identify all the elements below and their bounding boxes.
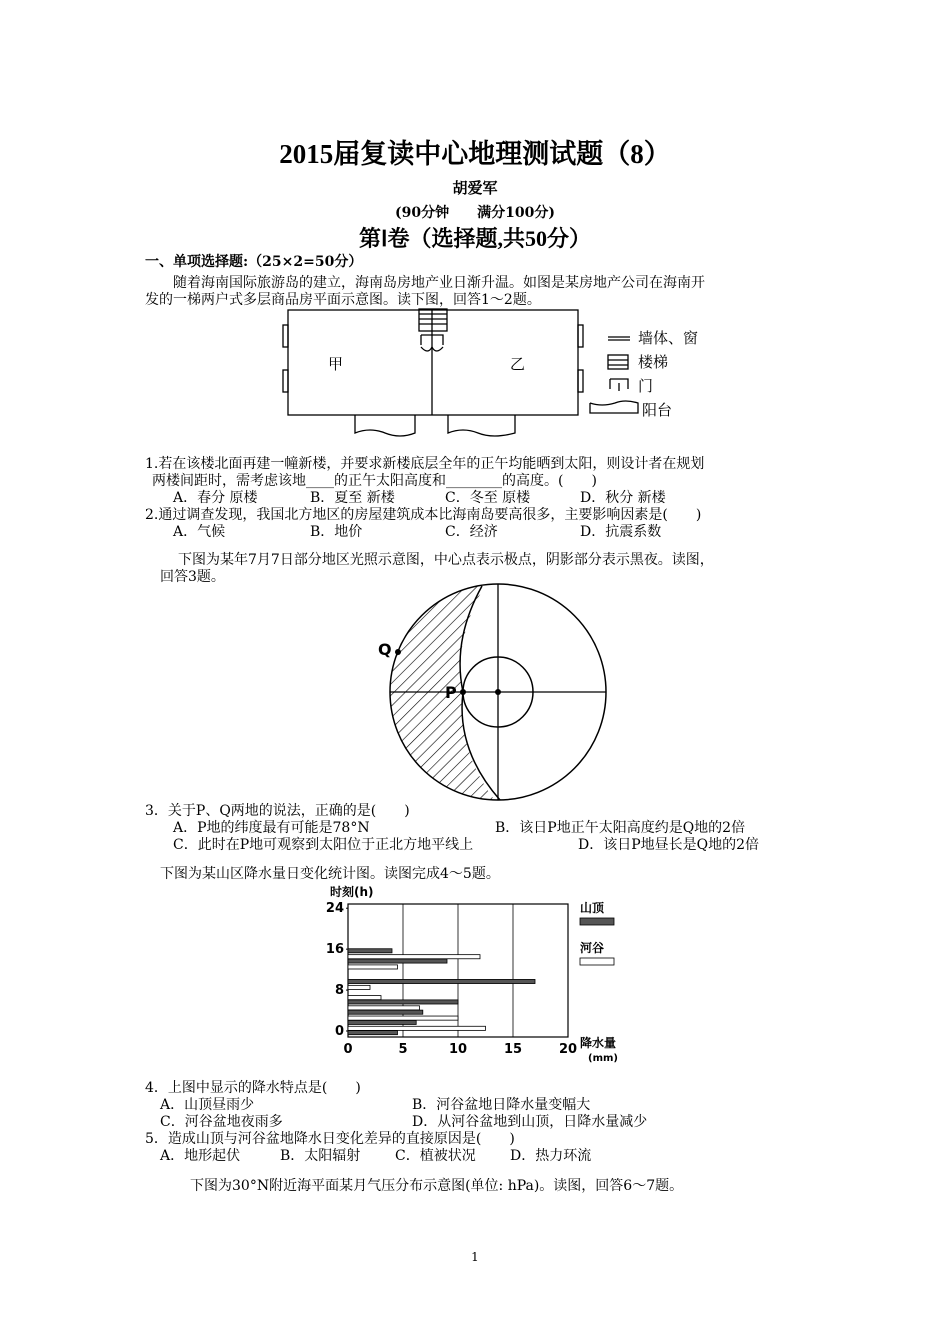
bar-summit — [348, 1031, 398, 1035]
polar-illumination-figure — [370, 580, 620, 805]
q1-option-c: C．冬至 原楼 — [445, 490, 531, 506]
x-axis-label: 降水量(mm) — [580, 1036, 618, 1064]
q3-option-b: B．该日P地正午太阳高度约是Q地的2倍 — [495, 820, 746, 836]
q4-option-d: D．从河谷盆地到山顶，日降水量减少 — [412, 1114, 648, 1130]
legend-stairs-icon — [608, 355, 628, 369]
q2-option-d: D．抗震系数 — [580, 524, 662, 540]
legend-swatch — [580, 918, 614, 925]
author: 胡爱军 — [452, 179, 498, 197]
q2-option-b: B．地价 — [310, 524, 363, 540]
window-left-2 — [283, 370, 288, 392]
legend-balcony-icon — [590, 401, 638, 413]
section-header: 一、单项选择题:（25×2=50分） — [145, 254, 363, 270]
legend-label: 山顶 — [580, 901, 605, 915]
q2-option-a: A．气候 — [173, 524, 226, 540]
bar-valley — [348, 955, 480, 959]
q1-stem-line1: 1.若在该楼北面再建一幢新楼，并要求新楼底层全年的正午均能晒到太阳，则设计者在规划 — [145, 456, 705, 472]
q5-option-b: B．太阳辐射 — [280, 1148, 361, 1164]
q3-option-c: C．此时在P地可观察到太阳位于正北方地平线上 — [173, 837, 474, 853]
x-tick-label: 5 — [398, 1042, 408, 1057]
legend-door: 门 — [638, 377, 654, 395]
q3-option-d: D．该日P地昼长是Q地的2倍 — [578, 837, 760, 853]
q1-option-b: B．夏至 新楼 — [310, 490, 395, 506]
x-tick-label: 10 — [448, 1042, 468, 1057]
intro2-line1: 下图为某年7月7日部分地区光照示意图，中心点表示极点，阴影部分表示黑夜。读图， — [178, 552, 714, 568]
bar-summit — [348, 959, 447, 963]
q4-option-a: A．山顶昼雨少 — [160, 1097, 255, 1113]
x-tick-label: 20 — [558, 1042, 578, 1057]
q2-stem: 2.通过调查发现，我国北方地区的房屋建筑成本比海南岛要高很多，主要影响因素是( ) — [145, 507, 702, 523]
volume-title: 第Ⅰ卷（选择题,共50分） — [359, 226, 591, 251]
bar-summit — [348, 979, 535, 983]
bar-summit — [348, 1020, 416, 1024]
q1-option-a: A．春分 原楼 — [173, 490, 258, 506]
y-tick-label: 16 — [325, 942, 344, 958]
bar-valley — [348, 985, 370, 989]
intro2-line2: 回答3题。 — [160, 569, 225, 585]
pole-point — [495, 689, 501, 695]
balcony-left — [355, 415, 415, 436]
q5-option-c: C．植被状况 — [395, 1148, 476, 1164]
q4-stem: 4．上图中显示的降水特点是( ) — [145, 1080, 361, 1096]
q3-option-a: A．P地的纬度最有可能是78°N — [173, 820, 370, 836]
legend-swatch — [580, 958, 614, 965]
bar-valley — [348, 996, 381, 1000]
q4-option-b: B．河谷盆地日降水量变幅大 — [412, 1097, 591, 1113]
q1-stem-line2: 两楼间距时，需考虑该地____的正午太阳高度和________的高度。( ) — [152, 473, 597, 489]
legend-stairs: 楼梯 — [638, 353, 669, 371]
balcony-right — [448, 415, 515, 436]
unit-a-label: 甲 — [328, 355, 344, 373]
bar-valley — [348, 1006, 420, 1010]
q4-option-c: C．河谷盆地夜雨多 — [160, 1114, 283, 1130]
page-number: 1 — [471, 1250, 479, 1264]
x-tick-label: 0 — [343, 1042, 353, 1057]
unit-b-label: 乙 — [510, 355, 526, 373]
legend-door-icon — [610, 379, 628, 391]
y-axis-label: 时刻(h) — [330, 885, 374, 899]
intro1-line2: 发的一梯两户式多层商品房平面示意图。读下图，回答1～2题。 — [145, 292, 541, 308]
q1-option-d: D．秋分 新楼 — [580, 490, 666, 506]
q2-option-c: C．经济 — [445, 524, 498, 540]
bar-summit — [348, 1010, 423, 1014]
point-q — [395, 649, 401, 655]
point-p — [460, 689, 466, 695]
y-tick-label: 8 — [334, 983, 344, 999]
bar-valley — [348, 1026, 486, 1030]
bar-valley — [348, 965, 398, 969]
label-p: P — [445, 683, 457, 702]
q5-option-d: D．热力环流 — [510, 1148, 592, 1164]
floor-plan-figure — [280, 305, 720, 445]
label-q: Q — [378, 640, 392, 659]
legend-label: 河谷 — [580, 941, 605, 955]
bar-summit — [348, 1000, 458, 1004]
q5-stem: 5．造成山顶与河谷盆地降水日变化差异的直接原因是( ) — [145, 1131, 515, 1147]
window-right-1 — [578, 325, 583, 347]
window-left-1 — [283, 325, 288, 347]
x-tick-label: 15 — [503, 1042, 523, 1057]
intro4: 下图为30°N附近海平面某月气压分布示意图(单位: hPa)。读图，回答6～7题。 — [190, 1178, 684, 1194]
y-tick-label: 24 — [325, 901, 344, 917]
intro1-line1: 随着海南国际旅游岛的建立，海南岛房地产业日渐升温。如图是某房地产公司在海南开 — [173, 275, 705, 291]
y-tick-label: 0 — [334, 1024, 344, 1039]
bar-valley — [348, 1016, 458, 1020]
precipitation-chart — [318, 882, 638, 1067]
legend-wall-window: 墙体、窗 — [638, 329, 699, 347]
q3-stem: 3．关于P、Q两地的说法，正确的是( ) — [145, 803, 410, 819]
time-info: (90分钟 满分100分) — [395, 205, 555, 221]
stairs-icon — [419, 309, 447, 331]
q5-option-a: A．地形起伏 — [160, 1148, 241, 1164]
window-right-2 — [578, 370, 583, 392]
page-title: 2015届复读中心地理测试题（8） — [279, 139, 671, 169]
intro3: 下图为某山区降水量日变化统计图。读图完成4～5题。 — [160, 866, 500, 882]
bar-summit — [348, 949, 392, 953]
legend-balcony: 阳台 — [642, 401, 673, 419]
